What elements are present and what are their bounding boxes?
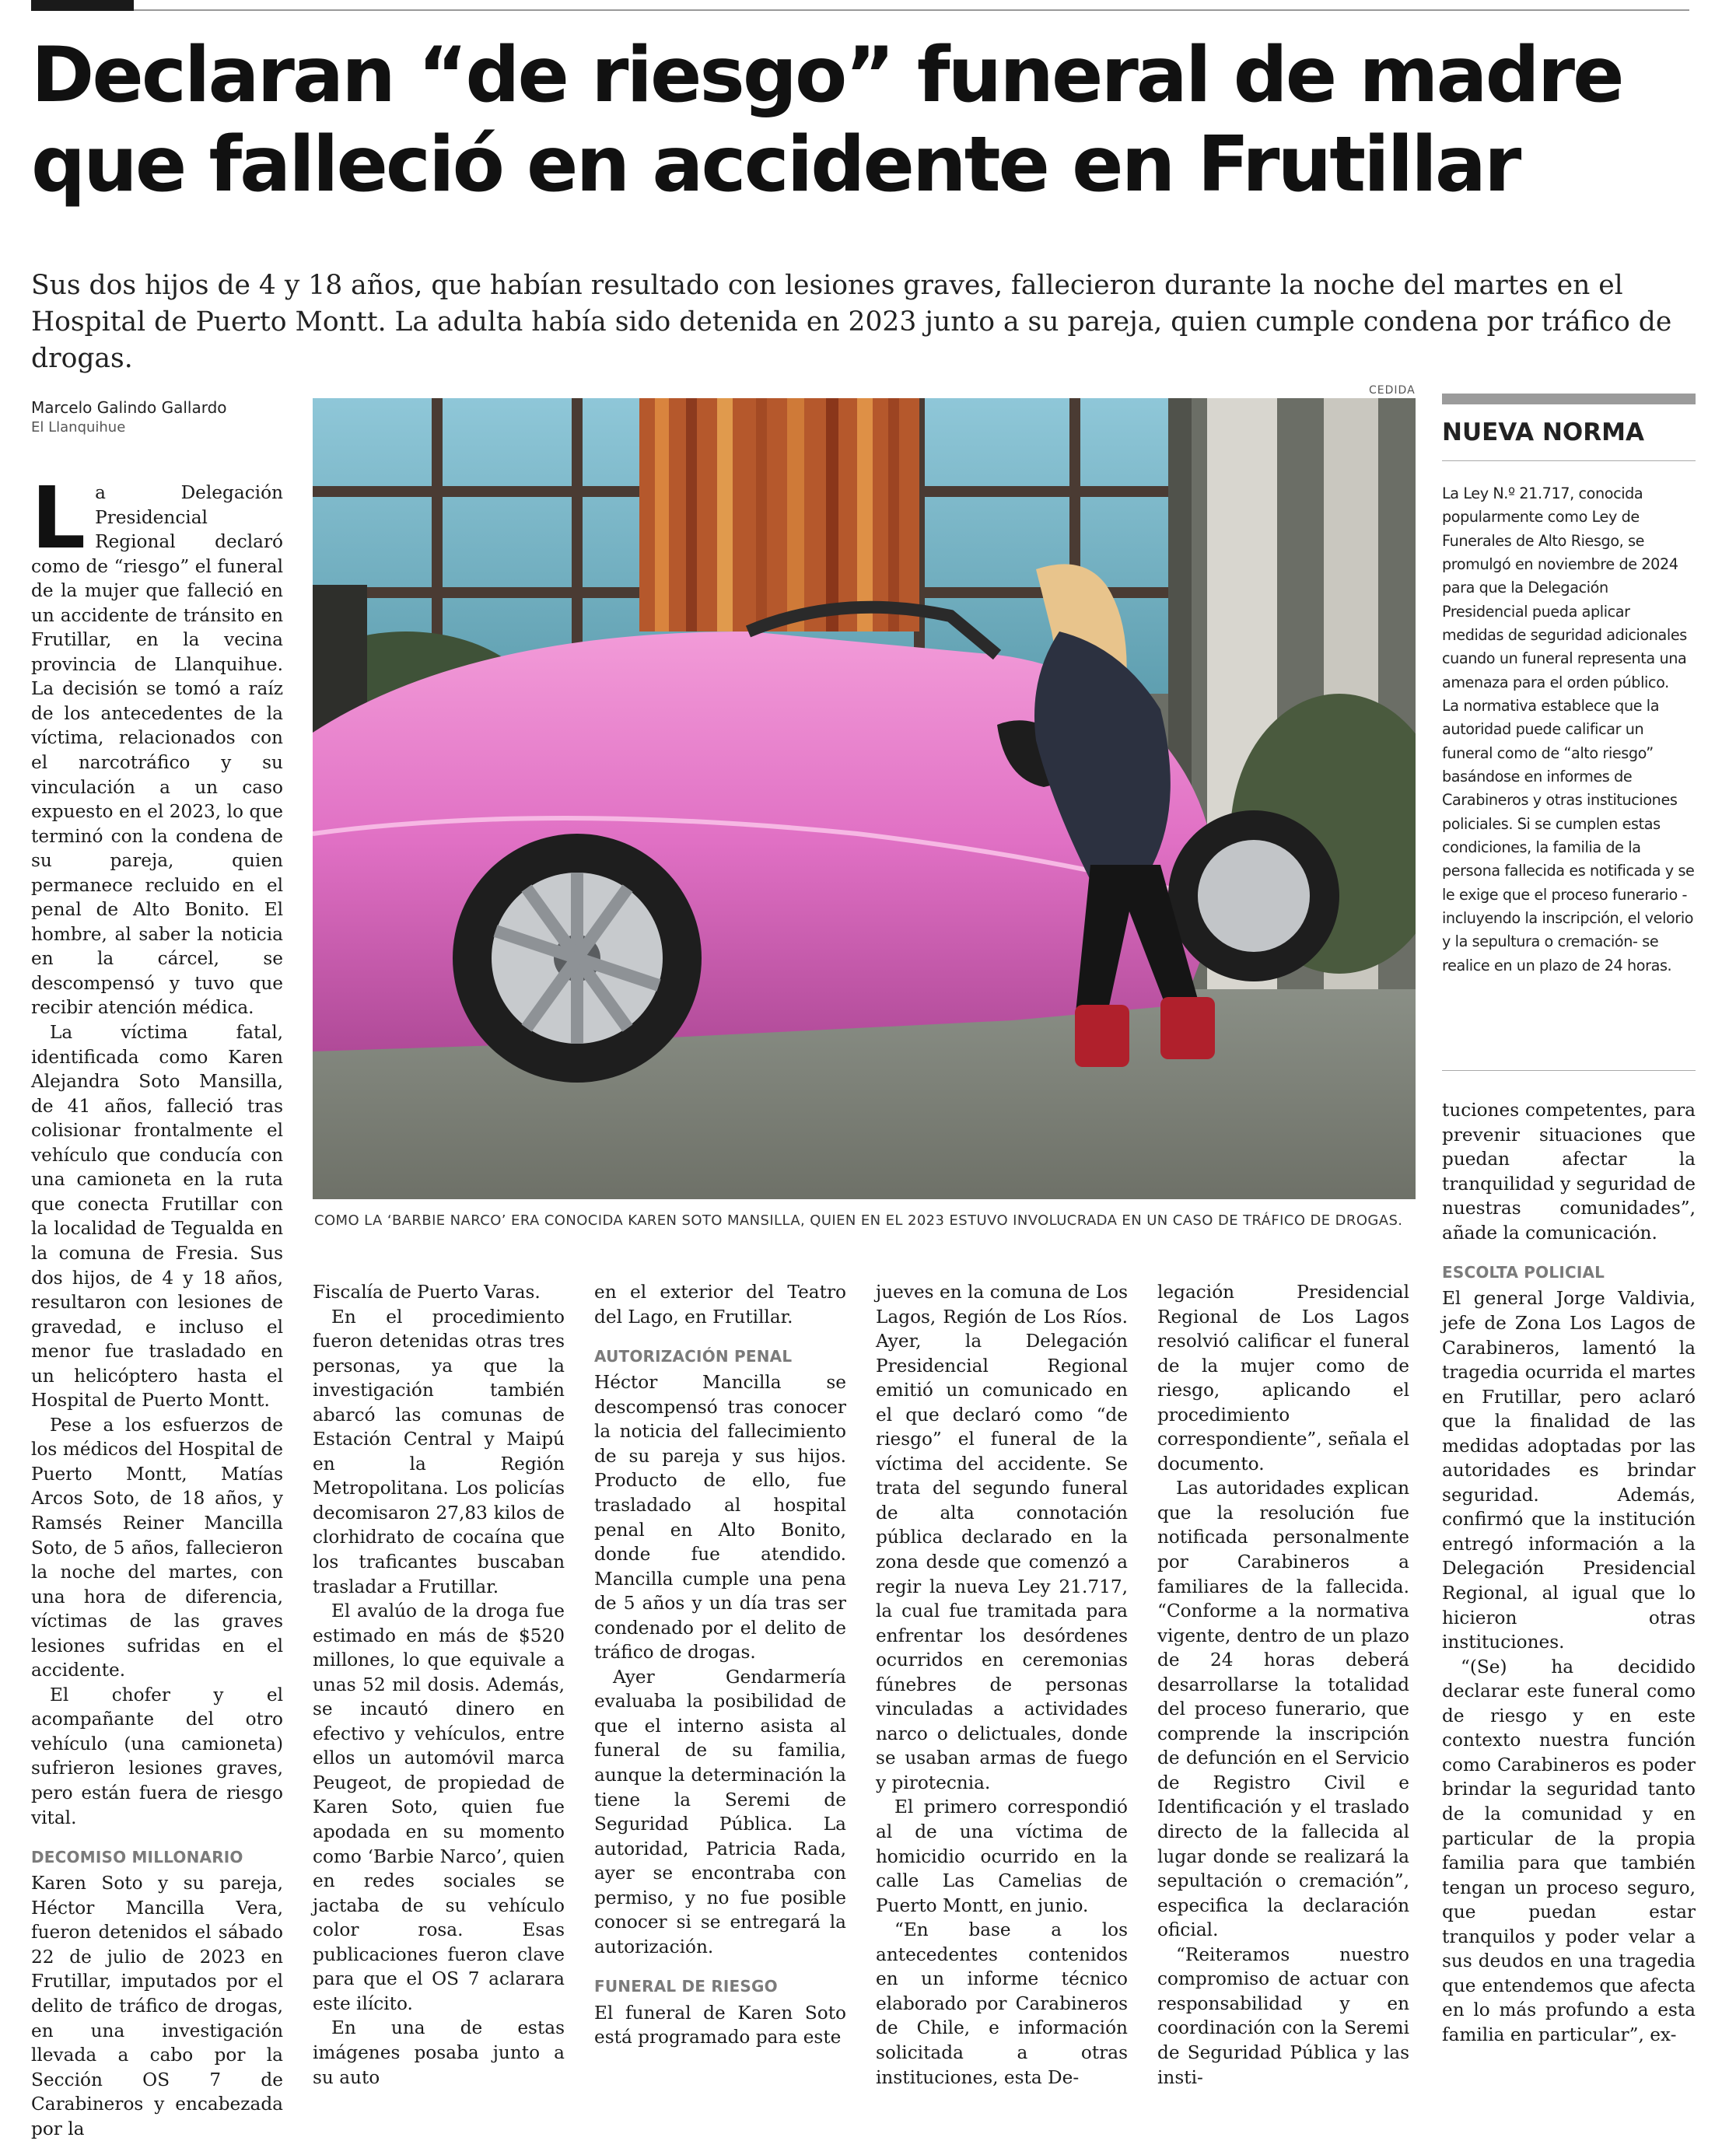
photo-caption: COMO LA ‘BARBIE NARCO’ ERA CONOCIDA KAREN SOTO MANSILLA, QUIEN EN EL 2023 ESTUVO INVOLUCRADA EN UN CASO DE TRÁFICO DE DROGAS. — [314, 1212, 1403, 1229]
paragraph: Fiscalía de Puerto Varas. — [313, 1282, 541, 1303]
sidebar-title: NUEVA NORMA — [1442, 418, 1644, 446]
drop-cap: L — [31, 468, 86, 568]
paragraph: Pese a los esfuerzos de los médicos del Hospital de Puerto Montt, Matías Arcos Soto, de 18 años, y Ramsés Reiner Mancilla Soto, de 5 años, fallecieron la noche del martes, con una hora de diferencia, víctimas de las graves lesiones sufridas en el accidente. — [31, 1414, 283, 1681]
headline-line-2: que falleció en accidente en Frutillar — [31, 120, 1520, 209]
article-column-1 — [31, 468, 283, 2141]
paragraph: Héctor Mancilla se descompensó tras conocer la noticia del fallecimiento de su pareja y sus hijos. Producto de ello, fue trasladado al hospital penal en Alto Bonito, donde fue atendido. Mancilla cumple una pena de 5 años y un día tras ser condenado por el delito de tráfico de drogas. — [594, 1372, 846, 1663]
article-column-6 — [1442, 1098, 1696, 2047]
paragraph: El avalúo de la droga fue estimado en más de $520 millones, lo que equivale a unas 52 mil dosis. Además, se incautó dinero en efectivo y vehículos, entre ellos un automóvil marca Peugeot, de propiedad de Karen Soto, quien fue apodada en su momento como ‘Barbie Narco’, quien en redes sociales se jactaba de su vehículo color rosa. Esas publicaciones fueron clave para que el OS 7 aclarara este ilícito. — [313, 1601, 565, 2014]
headline — [31, 31, 1711, 209]
sidebar-title-rule — [1442, 460, 1696, 461]
paragraph: La víctima fatal, identificada como Karen Alejandra Soto Mansilla, de 41 años, falleció tras colisionar frontalmente el vehículo que conducía con una camioneta en la ruta que conecta Frutillar con la localidad de Tegualda en la comuna de Fresia. Sus dos hijos, de 4 y 18 años, resultaron con lesiones de gravedad, e incluso el menor fue trasladado en un helicóptero hasta el Hospital de Puerto Montt. — [31, 1022, 283, 1412]
paragraph: jueves en la comuna de Los Lagos, Región de Los Ríos. Ayer, la Delegación Presidencial Regional emitió un comunicado en el que declaró como “de riesgo” el funeral de la víctima del accidente. Se trata del segundo funeral de alta connotación pública declarado en la zona desde que comenzó a regir la nueva Ley 21.717, la cual fue tramitada para enfrentar los desórdenes ocurridos en ceremonias fúnebres de personas vinculadas a actividades narco o delictuales, donde se usaban armas de fuego y pirotecnia. — [876, 1282, 1128, 1793]
article-photo — [313, 398, 1416, 1199]
publication-name: El Llanquihue — [31, 419, 126, 436]
article-column-5 — [1157, 1280, 1409, 2090]
paragraph: El primero correspondió al de una víctima de homicidio ocurrido en la calle Las Camelias de Puerto Montt, en junio. — [876, 1796, 1128, 1916]
paragraph: El funeral de Karen Soto está programado para este — [594, 2002, 846, 2048]
author-name: Marcelo Galindo Gallardo — [31, 398, 227, 417]
section-heading-escolta: ESCOLTA POLICIAL — [1442, 1263, 1605, 1282]
paragraph: “En base a los antecedentes contenidos en un informe técnico elaborado por Carabineros de Chile, e información solicitada a otras instituciones, esta De- — [876, 1919, 1128, 2088]
article-column-3 — [594, 1280, 846, 2050]
sidebar-paragraph: La normativa establece que la autoridad puede calificar un funeral como de “alto riesgo” basándose en informes de Carabineros y otras instituciones policiales. Si se cumplen estas condiciones, la familia de la persona fallecida es notificada y se le exige que el proceso funerario -incluyendo la inscripción, el velorio y la sepultura o cremación- se realice en un plazo de 24 horas. — [1442, 696, 1695, 974]
paragraph: “Reiteramos nuestro compromiso de actuar con responsabilidad y en coordinación con la Seremi de Seguridad Pública y las insti- — [1157, 1943, 1409, 2088]
sidebar-top-rule — [1442, 394, 1696, 404]
paragraph: El general Jorge Valdivia, jefe de Zona Los Lagos de Carabineros, lamentó la tragedia ocurrida el martes en Frutillar, pero aclaró que la finalidad de las medidas adoptadas por las autoridades es brindar seguridad. Además, confirmó que la institución entregó información a la Delegación Presidencial Regional, al igual que lo hicieron otras instituciones. — [1442, 1288, 1696, 1653]
section-heading-funeral: FUNERAL DE RIESGO — [594, 1977, 778, 1996]
paragraph: tuciones competentes, para prevenir situaciones que puedan afectar la tranquilidad y seguridad de nuestras comunidades”, añade la comunicación. — [1442, 1100, 1696, 1244]
paragraph: Karen Soto y su pareja, Héctor Mancilla Vera, fueron detenidos el sábado 22 de julio de 2023 en Frutillar, imputados por el delito de tráfico de drogas, en una investigación llevada a cabo por la Sección OS 7 de Carabineros y encabezada por la — [31, 1873, 283, 2139]
paragraph: “(Se) ha decidido declarar este funeral como de riesgo y en este contexto nuestra función como Carabineros es poder brindar la seguridad tanto de la comunidad y en particular de la propia familia para que también tengan un proceso seguro, que puedan estar tranquilos y poder velar a sus deudos en una tragedia que entendemos que afecta en lo más profundo a esta familia en particular”, ex- — [1442, 1656, 1696, 2045]
byline — [31, 398, 227, 436]
paragraph: legación Presidencial Regional de Los Lagos resolvió calificar el funeral de la mujer como de riesgo, aplicando el procedimiento correspondiente”, señala el documento. — [1157, 1282, 1409, 1475]
section-marker — [31, 0, 134, 11]
photo-credit: CEDIDA — [1369, 384, 1416, 397]
paragraph: En el procedimiento fueron detenidas otras tres personas, ya que la investigación también abarcó las comunas de Estación Central y Maipú en la Región Metropolitana. Los policías decomisaron 27,83 kilos de clorhidrato de cocaína que los traficantes buscaban trasladar a Frutillar. — [313, 1306, 565, 1597]
photo-illustration — [313, 398, 1416, 1199]
article-column-2 — [313, 1280, 565, 2090]
sidebar-paragraph: La Ley N.º 21.717, conocida popularmente como Ley de Funerales de Alto Riesgo, se promulgó en noviembre de 2024 para que la Delegación Presidencial pueda aplicar medidas de seguridad adicionales cuando un funeral representa una amenaza para el orden público. — [1442, 485, 1687, 691]
paragraph: a Delegación Presidencial Regional declaró como de “riesgo” el funeral de la mujer que falleció en un accidente de tránsito en Frutillar, en la vecina provincia de Llanquihue. La decisión se tomó a raíz de los antecedentes de la víctima, relacionados con el narcotráfico y su vinculación a un caso expuesto en el 2023, lo que terminó con la condena de su pareja, quien permanece recluido en el penal de Alto Bonito. El hombre, al saber la noticia en la cárcel, se descompensó y tuvo que recibir atención médica. — [31, 482, 283, 1019]
section-heading-autorizacion: AUTORIZACIÓN PENAL — [594, 1347, 793, 1366]
headline-line-1: Declaran “de riesgo” funeral de madre — [31, 31, 1622, 120]
subtitle: Sus dos hijos de 4 y 18 años, que habían resultado con lesiones graves, fallecieron durante la noche del martes en el Hospital de Puerto Montt. La adulta había sido detenida en 2023 junto a su pareja, quien cumple condena por tráfico de drogas. — [31, 270, 1672, 374]
top-rule — [134, 9, 1689, 11]
paragraph: Las autoridades explican que la resolución fue notificada personalmente por Carabineros a familiares de la fallecida. “Conforme a la normativa vigente, dentro de un plazo de 24 horas deberá desarrollarse la totalidad del proceso funerario, que comprende la inscripción de defunción en el Servicio de Registro Civil e Identificación y el traslado directo de la fallecida al lugar donde se realizará la sepultación o cremación”, especifica la declaración oficial. — [1157, 1478, 1409, 1941]
paragraph: El chofer y el acompañante del otro vehículo (una camioneta) sufrieron lesiones graves, pero están fuera de riesgo vital. — [31, 1684, 283, 1828]
paragraph: En una de estas imágenes posaba junto a su auto — [313, 2017, 565, 2088]
sidebar-body — [1442, 482, 1696, 978]
paragraph: en el exterior del Teatro del Lago, en Frutillar. — [594, 1282, 846, 1328]
sidebar-bottom-rule — [1442, 1070, 1696, 1071]
article-column-4 — [876, 1280, 1128, 2090]
section-heading-decomiso: DECOMISO MILLONARIO — [31, 1848, 243, 1867]
paragraph: Ayer Gendarmería evaluaba la posibilidad de que el interno asista al funeral de su familia, aunque la determinación la tiene la Seremi de Seguridad Pública. La autoridad, Patricia Rada, ayer se encontraba con permiso, y no fue posible conocer si se entregará la autorización. — [594, 1666, 846, 1957]
